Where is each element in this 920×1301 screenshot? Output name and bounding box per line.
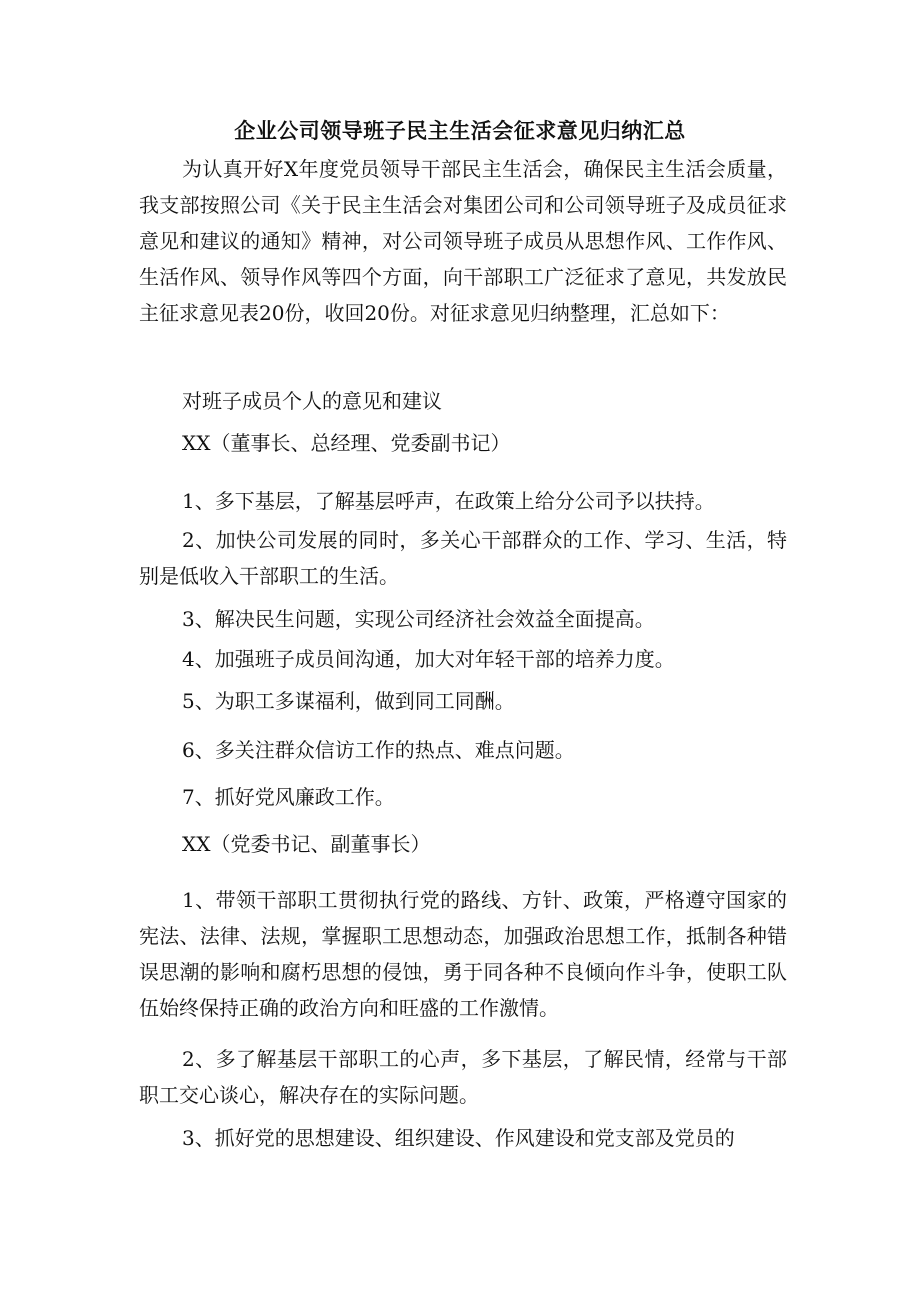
person2-item-1: 1、带领干部职工贯彻执行党的路线、方针、政策，严格遵守国家的宪法、法律、法规，掌握职工思想动态，加强政治思想工作，抵制各种错误思潮的影响和腐朽思想的侵蚀，勇于同各种不良倾向作斗争，使职工队伍始终保持正确的政治方向和旺盛的工作激情。 (139, 888, 787, 1020)
person1-item-4: 4、加强班子成员间沟通，加大对年轻干部的培养力度。 (182, 647, 675, 671)
person1-heading: XX（董事长、总经理、党委副书记） (182, 431, 511, 455)
section-heading: 对班子成员个人的意见和建议 (182, 389, 442, 413)
person2-item-2: 2、多了解基层干部职工的心声，多下基层，了解民情，经常与干部职工交心谈心，解决存在的实际问题。 (139, 1047, 787, 1107)
person1-item-6: 6、多关注群众信访工作的热点、难点问题。 (182, 738, 575, 762)
person1-item-7: 7、抓好党风廉政工作。 (182, 785, 395, 809)
person1-item-1: 1、多下基层，了解基层呼声，在政策上给分公司予以扶持。 (182, 489, 715, 513)
person2-item-3: 3、抓好党的思想建设、组织建设、作风建设和党支部及党员的 (182, 1126, 735, 1150)
person2-heading: XX（党委书记、副董事长） (182, 832, 431, 856)
person1-item-3: 3、解决民生问题，实现公司经济社会效益全面提高。 (182, 607, 655, 631)
intro-paragraph: 为认真开好X年度党员领导干部民主生活会，确保民主生活会质量，我支部按照公司《关于民主生活会对集团公司和公司领导班子及成员征求意见和建议的通知》精神，对公司领导班子成员从思想作风、工作作风、生活作风、领导作风等四个方面，向干部职工广泛征求了意见，共发放民主征求意见表20份，收回20份。对征求意见归纳整理，汇总如下： (139, 157, 787, 325)
person1-item-2: 2、加快公司发展的同时，多关心干部群众的工作、学习、生活，特别是低收入干部职工的生活。 (139, 528, 787, 588)
person1-item-5: 5、为职工多谋福利，做到同工同酬。 (182, 689, 515, 713)
document-title: 企业公司领导班子民主生活会征求意见归纳汇总 (234, 118, 686, 143)
